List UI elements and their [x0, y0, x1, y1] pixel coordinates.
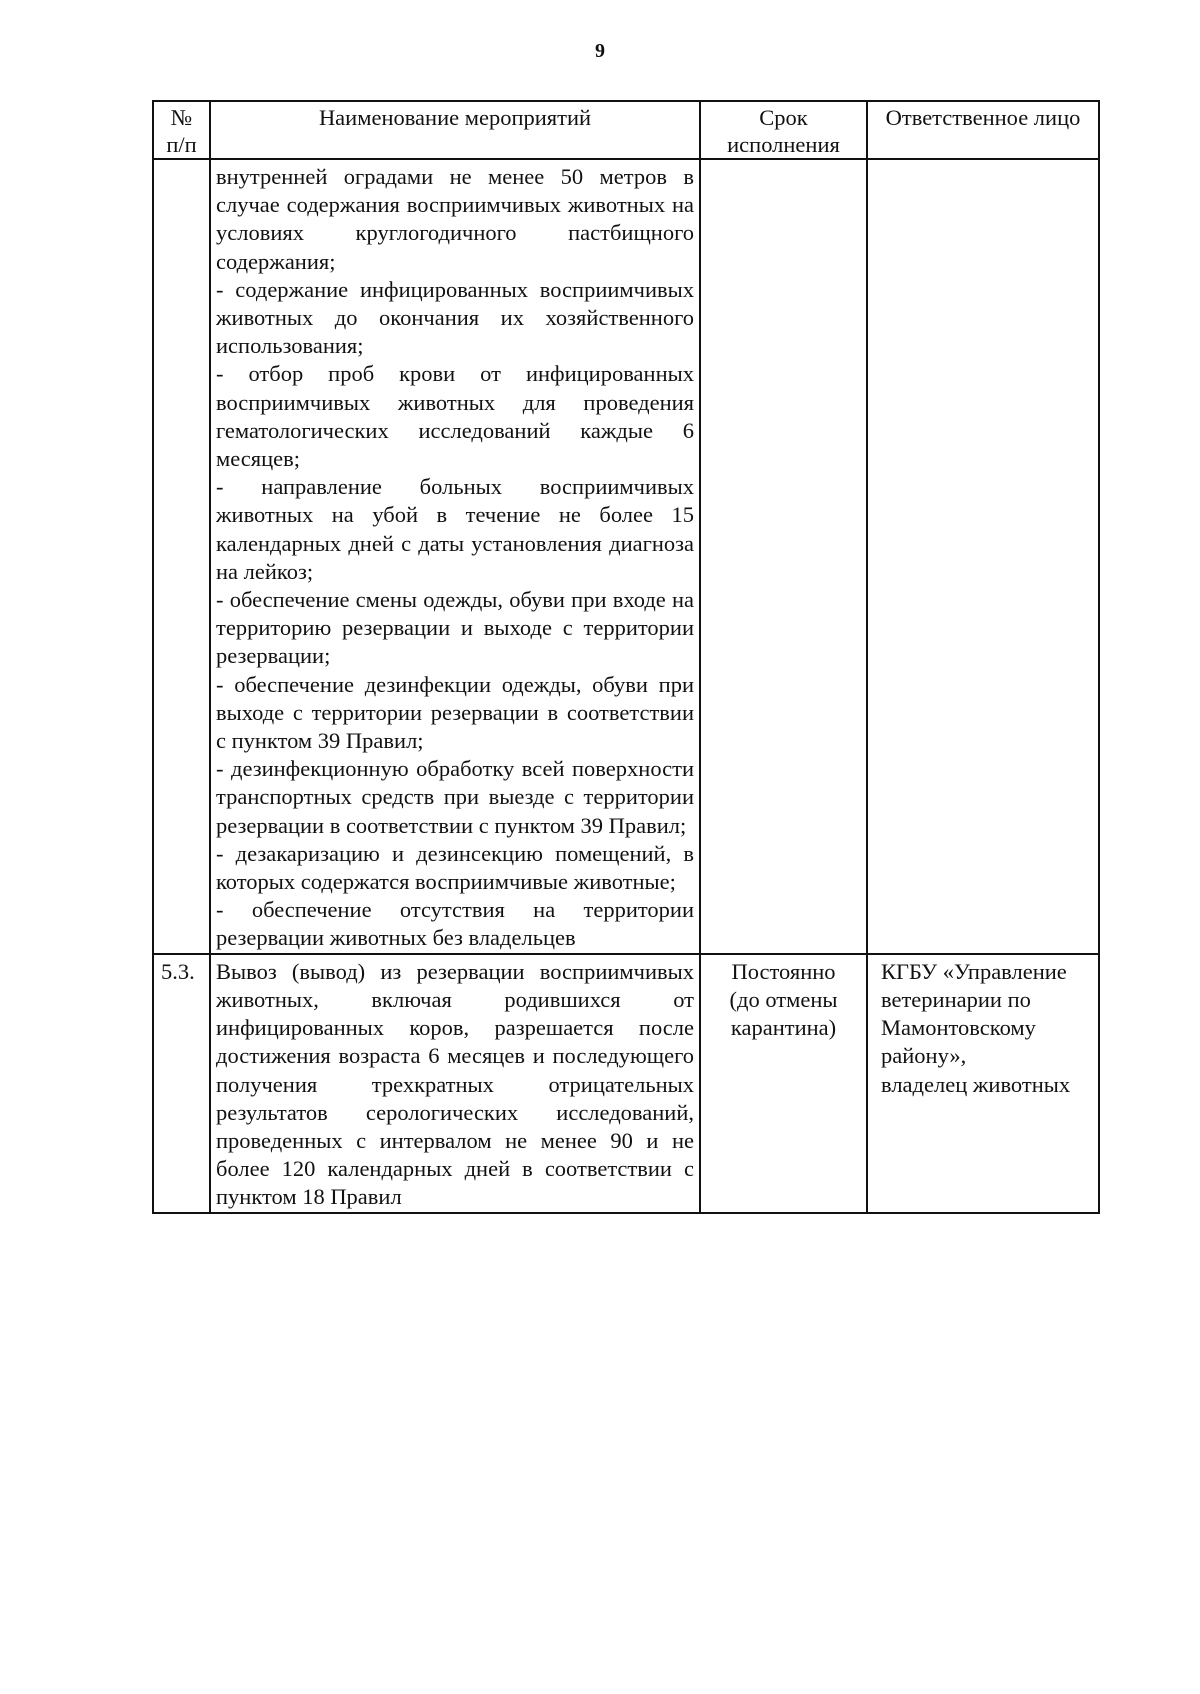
header-name: Наименование мероприятий — [210, 101, 700, 159]
continuation-responsible — [867, 159, 1099, 954]
list-item: - дезакаризацию и дезинсекцию помещений, в которых содержатся восприимчивые животные; — [216, 840, 694, 895]
list-item: - обеспечение дезинфекции одежды, обуви при выходе с территории резервации в соответствии с пунктом 39 Правил; — [216, 671, 694, 754]
row-5-3-name — [210, 954, 700, 1213]
continuation-term — [700, 159, 867, 954]
row-5-3-responsible — [867, 954, 1099, 1213]
list-item: - отбор проб крови от инфицированных восприимчивых животных для проведения гематологических исследований каждые 6 месяцев; — [216, 361, 694, 472]
list-item: - дезинфекционную обработку всей поверхности транспортных средств при выезде с территории резервации в соответствии с пунктом 39 Правил; — [216, 756, 694, 838]
page-number: 9 — [595, 40, 605, 62]
measures-table — [152, 100, 1100, 1214]
table-row-5-3 — [153, 954, 1099, 1213]
continuation-items — [210, 159, 700, 954]
continuation-num — [153, 159, 210, 954]
list-item: - обеспечение смены одежды, обуви при входе на территорию резервации и выходе с территории резервации; — [216, 587, 694, 669]
header-term: Срок исполнения — [700, 101, 867, 159]
list-item: - содержание инфицированных восприимчивых животных до окончания их хозяйственного использования; — [216, 276, 694, 359]
header-responsible: Ответственное лицо — [867, 101, 1099, 159]
row-5-3-num: 5.3. — [153, 954, 210, 1213]
list-item: - обеспечение отсутствия на территории резервации животных без владельцев — [216, 897, 694, 951]
table-header-row — [153, 101, 1099, 159]
header-num: № п/п — [153, 101, 210, 159]
table-row-continuation — [153, 159, 1099, 954]
list-item: внутренней оградами не менее 50 метров в случае содержания восприимчивых животных на условиях круглогодичного пастбищного содержания; — [216, 164, 694, 274]
responsible-org: КГБУ «Управление ветеринарии по Мамонтовскому району», — [881, 958, 1067, 1069]
list-item: - направление больных восприимчивых животных на убой в течение не более 15 календарных дней с даты установления диагноза на лейкоз; — [216, 474, 694, 584]
responsible-owner: владелец животных — [881, 1071, 1071, 1097]
row-5-3-term: Постоянно (до отмены карантина) — [700, 954, 867, 1213]
row-5-3-text: Вывоз (вывод) из резервации восприимчивых животных, включая родившихся от инфицированных коров, разрешается после достижения возраста 6 месяцев и последующего получения трехкратных отрицательных результатов серологических исследований, проведенных с интервалом не менее 90 и не более 120 календарных дней в соответствии с пунктом 18 Правил — [216, 958, 694, 1210]
